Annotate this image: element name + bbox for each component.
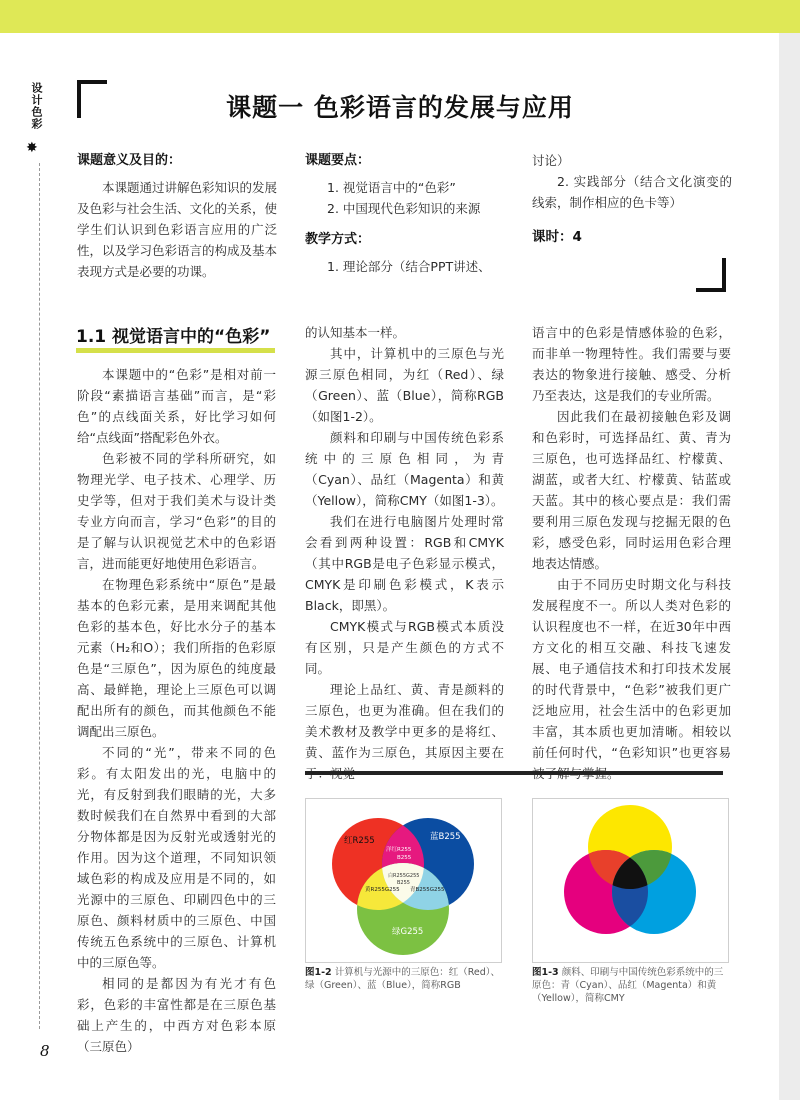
method-item: 1. 理论部分（结合PPT讲述、 [327,259,491,274]
side-dashed-line [39,163,40,1029]
points-heading: 课题要点： [305,153,371,168]
label-magenta-b: B255 [397,855,412,861]
page-title: 课题一 色彩语言的发展与应用 [226,93,574,122]
right-margin-band [779,33,800,1100]
label-green: 绿G255 [392,927,424,937]
body-column-2 [305,322,504,784]
point-item: 2. 中国现代色彩知识的来源 [327,201,481,216]
figure-rgb-caption [305,966,502,992]
caption-number: 图1-3 [532,967,559,978]
body-paragraph-continued: 的认知基本一样。 [305,325,406,340]
intro-column-points [305,150,505,277]
star-icon: ✸ [26,140,38,156]
side-section-label: 设计色彩 [30,82,43,130]
caption-text: 计算机与光源中的三原色：红（Red）、绿（Green）、蓝（Blue），简称RGB [305,967,501,991]
body-paragraph: 本课题中的“色彩”是相对前一阶段“素描语言基础”而言，是“彩色”的点线面关系，好比学习如何给“点线面”搭配彩色外衣。 [77,367,276,445]
body-paragraph: 颜料和印刷与中国传统色彩系统中的三原色相同，为青（Cyan）、品红（Magenta）和黄（Yellow），简称CMY（如图1-3）。 [305,430,504,508]
figure-rgb-diagram [305,798,502,963]
body-paragraph: CMYK模式与RGB模式本质没有区别，只是产生颜色的方式不同。 [305,619,504,676]
top-color-bar [0,0,800,33]
purpose-heading: 课题意义及目的： [77,153,182,168]
corner-bracket-top-left [77,80,107,118]
figure-cmy-diagram [532,798,729,963]
page-number: 8 [40,1042,50,1060]
method-heading: 教学方式： [305,232,371,247]
body-paragraph: 我们在进行电脑图片处理时常会看到两种设置：RGB和CMYK（其中RGB是电子色彩显示模式，CMYK是印刷色彩模式，K表示Black，即黑）。 [305,514,504,613]
caption-number: 图1-2 [305,967,332,978]
class-hours-value: 4 [572,229,582,245]
label-magenta: 洋红R255 [386,847,412,853]
body-paragraph: 其中，计算机中的三原色与光源三原色相同，为红（Red）、绿（Green）、蓝（Blue），简称RGB（如图1-2）。 [305,346,504,424]
corner-bracket-bottom-right [696,258,726,292]
figure-cmy-caption [532,966,729,1005]
method-item-continued: 讨论） [532,153,570,168]
class-hours [532,227,732,248]
body-paragraph: 相同的是都因为有光才有色彩，色彩的丰富性都是在三原色基础上产生的，中西方对色彩本原（三原色） [77,976,276,1054]
section-heading: 1.1 视觉语言中的“色彩” [76,327,271,347]
label-red: 红R255 [344,836,375,846]
body-paragraph: 由于不同历史时期文化与科技发展程度不一。所以人类对色彩的认识程度也不一样，在近30年中西方文化的相互交融、科技飞速发展、电子通信技术和打印技术发展的时代背景中，“色彩”被我们更广泛地应用，社会生活中的色彩更加丰富，其本质也更加清晰。相较以前任何时代，“色彩知识”也更容易 [532,577,731,760]
method-item: 2. 实践部分（结合文化演变的线索，制作相应的色卡等） [532,174,732,210]
purpose-text: 本课题通过讲解色彩知识的发展及色彩与社会生活、文化的关系，使学生们认识到色彩语言应用的广泛性，以及学习色彩语言的构成及基本表现方式是必要的功课。 [77,180,278,279]
body-paragraph: 在物理色彩系统中“原色”是最基本的色彩元素，是用来调配其他色彩的基本色，好比水分子的基本元素（H₂和O）；我们所指的色彩原色是“三原色”，因为原色的纯度最高、最鲜艳，理论上三原色可以调配出所有的颜色，而其他颜色不能调配出三原色。 [77,577,276,739]
section-heading-underline [76,348,275,353]
body-paragraph: 不同的“光”，带来不同的色彩。有太阳发出的光，电脑中的光，有反射到我们眼睛的光，大多数时候我们在自然界中看到的大部分物体都是因为反射光或透射光的作用。因为这个道理，不同知识领域色彩的构成及应用是不同的，如光源中的三原色、印刷四色中的三原色、颜料材质中的三原色、中国传统五色系统中的三原色、计算机中的三原色等。 [77,745,276,970]
label-white-b: B255 [397,880,410,886]
class-hours-label: 课时： [532,229,573,245]
body-paragraph: 色彩被不同的学科所研究，如物理光学、电子技术、心理学、历史学等，但对于我们美术与设计类专业方向而言，学习“色彩”的目的是了解与认识视觉艺术中的色彩语言，进而能更好地使用色彩语言。 [77,451,276,571]
intro-column-purpose [77,150,277,282]
caption-text: 颜料、印刷与中国传统色彩系统中的三原色：青（Cyan）、品红（Magenta）和黄（Yellow），简称CMY [532,967,724,1004]
figure-separator-rule [305,771,723,775]
body-column-3 [532,322,731,784]
body-column-1 [77,364,276,1057]
label-white: 白R255G255 [388,873,420,879]
intro-column-methods [532,150,732,254]
body-paragraph-continued: 语言中的色彩是情感体验的色彩，而非单一物理特性。我们需要与要表达的物象进行接触、感受、分析乃至表达，这是我们的专业所需。 [532,325,731,403]
label-cyan: 青B255G255 [410,887,445,893]
label-blue: 蓝B255 [430,832,461,842]
label-yellow: 黄R255G255 [365,887,400,893]
point-item: 1. 视觉语言中的“色彩” [327,180,456,195]
body-paragraph: 因此我们在最初接触色彩及调和色彩时，可选择品红、黄、青为三原色，也可选择品红、柠檬黄、湖蓝，或者大红、柠檬黄、钴蓝或天蓝。其中的核心要点是：我们需要利用三原色发现与挖掘无限的色彩，感受色彩，同时运用色彩合理地表达情感。 [532,409,731,571]
body-paragraph: 理论上品红、黄、青是颜料的三原色，也更为准确。但在我们的美术教材及教学中更多的是将红、黄、蓝作为三原色，其原因主要在 [305,682,504,760]
